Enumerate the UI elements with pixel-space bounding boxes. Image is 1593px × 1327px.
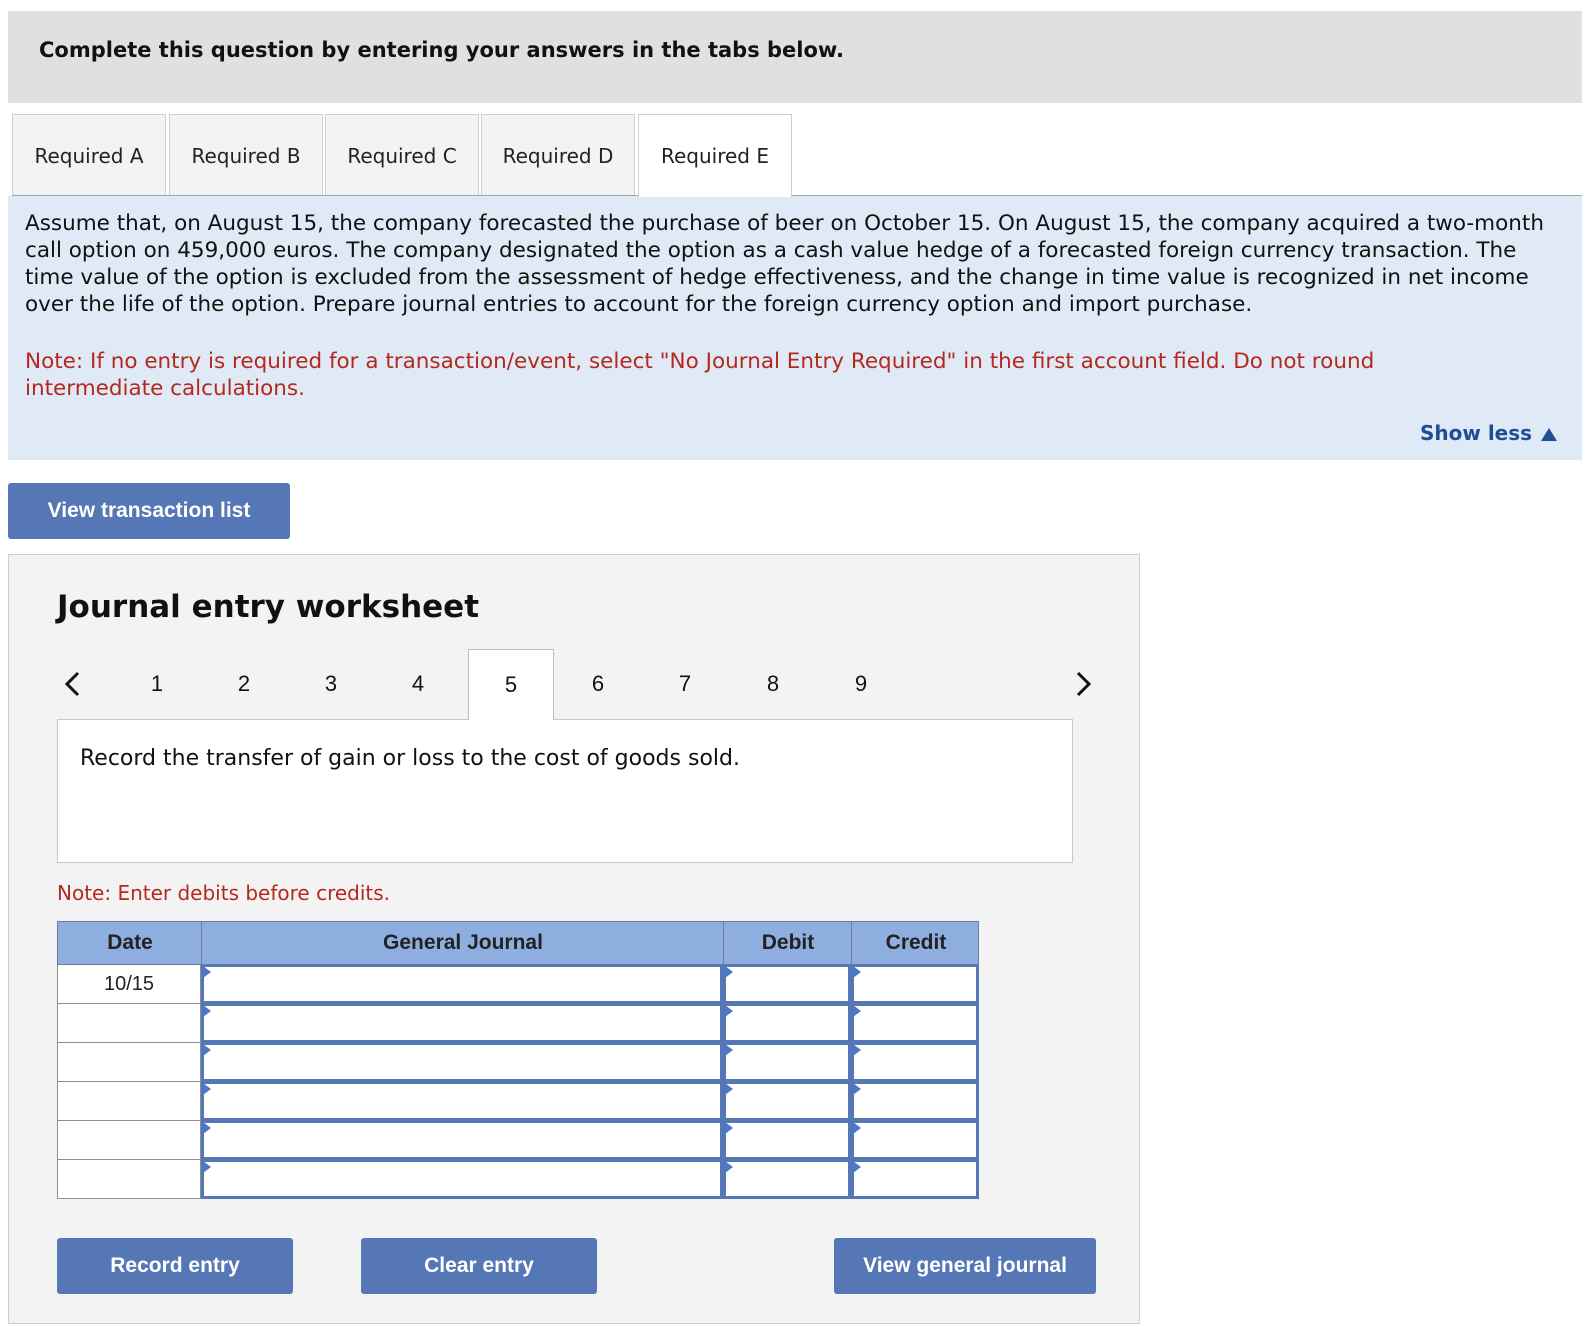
account-input[interactable] xyxy=(201,1121,723,1160)
header-debit: Debit xyxy=(761,931,815,954)
tab-required-d[interactable]: Required D xyxy=(481,114,635,196)
entry-description: Record the transfer of gain or loss to the cost of goods sold. xyxy=(80,746,740,771)
account-input[interactable] xyxy=(201,1082,723,1121)
debits-credits-note: Note: Enter debits before credits. xyxy=(57,881,391,905)
journal-entry-worksheet xyxy=(8,554,1140,1324)
header-credit: Credit xyxy=(885,931,947,954)
account-input[interactable] xyxy=(201,965,723,1004)
page-8[interactable]: 8 xyxy=(766,671,780,696)
account-input[interactable] xyxy=(201,1004,723,1043)
debit-input[interactable] xyxy=(723,965,851,1004)
entry-description-box xyxy=(57,719,1073,863)
date-cell[interactable] xyxy=(57,1043,201,1082)
page-1[interactable]: 1 xyxy=(150,671,164,696)
view-general-journal-button[interactable]: View general journal xyxy=(834,1238,1096,1294)
account-input[interactable] xyxy=(201,1160,723,1199)
credit-input[interactable] xyxy=(851,1160,979,1199)
instruction-banner xyxy=(8,11,1582,103)
table-row xyxy=(57,965,979,1004)
show-less-link[interactable] xyxy=(1420,421,1557,445)
page-7[interactable]: 7 xyxy=(678,671,692,696)
clear-entry-button[interactable]: Clear entry xyxy=(361,1238,597,1294)
prev-arrow-icon[interactable] xyxy=(57,649,87,719)
header-general-journal: General Journal xyxy=(383,931,543,954)
tab-required-e[interactable]: Required E xyxy=(638,114,792,197)
page-2[interactable]: 2 xyxy=(237,671,251,696)
header-date: Date xyxy=(107,931,153,954)
question-text: Assume that, on August 15, the company forecasted the purchase of beer on October 15. On August 15, the company acquired a two-month call option on 459,000 euros. The company designated the option as a cash value hedge of a forecasted foreign currency transaction. The time value of the option is excluded from the assessment of hedge effectiveness, and the change in time value is recognized in net income over the life of the option. Prepare journal entries to account for the foreign currency option and import purchase. xyxy=(25,211,1544,317)
view-transaction-list-button[interactable]: View transaction list xyxy=(8,483,290,539)
instruction-text: Complete this question by entering your answers in the tabs below. xyxy=(39,38,844,62)
page-9[interactable]: 9 xyxy=(854,671,868,696)
table-row xyxy=(57,1160,979,1199)
credit-input[interactable] xyxy=(851,1121,979,1160)
credit-input[interactable] xyxy=(851,1004,979,1043)
show-less-label: Show less xyxy=(1420,421,1533,445)
date-cell[interactable] xyxy=(57,1004,201,1043)
journal-header-row xyxy=(57,921,979,965)
debit-input[interactable] xyxy=(723,1004,851,1043)
next-arrow-icon[interactable] xyxy=(1069,649,1099,719)
page-4[interactable]: 4 xyxy=(411,671,425,696)
page-6[interactable]: 6 xyxy=(591,671,605,696)
question-panel xyxy=(8,196,1582,460)
date-cell[interactable]: 10/15 xyxy=(57,965,201,1004)
date-cell[interactable] xyxy=(57,1082,201,1121)
journal-table xyxy=(57,921,979,1201)
triangle-up-icon xyxy=(1541,428,1557,441)
credit-input[interactable] xyxy=(851,1082,979,1121)
tab-required-a[interactable]: Required A xyxy=(12,114,166,196)
question-note: Note: If no entry is required for a transaction/event, select "No Journal Entry Required" in the first account field. Do not round intermediate calculations. xyxy=(25,349,1375,401)
credit-input[interactable] xyxy=(851,1043,979,1082)
debit-input[interactable] xyxy=(723,1082,851,1121)
debit-input[interactable] xyxy=(723,1121,851,1160)
debit-input[interactable] xyxy=(723,1043,851,1082)
date-cell[interactable] xyxy=(57,1121,201,1160)
page-5[interactable]: 5 xyxy=(468,649,554,720)
entry-pager xyxy=(9,649,1141,719)
account-input[interactable] xyxy=(201,1043,723,1082)
debit-input[interactable] xyxy=(723,1160,851,1199)
credit-input[interactable] xyxy=(851,965,979,1004)
tab-required-c[interactable]: Required C xyxy=(325,114,479,196)
table-row xyxy=(57,1121,979,1160)
table-row xyxy=(57,1004,979,1043)
page-3[interactable]: 3 xyxy=(324,671,338,696)
table-row xyxy=(57,1043,979,1082)
tab-required-b[interactable]: Required B xyxy=(169,114,323,196)
table-row xyxy=(57,1082,979,1121)
date-cell[interactable] xyxy=(57,1160,201,1199)
record-entry-button[interactable]: Record entry xyxy=(57,1238,293,1294)
worksheet-title: Journal entry worksheet xyxy=(57,589,480,625)
